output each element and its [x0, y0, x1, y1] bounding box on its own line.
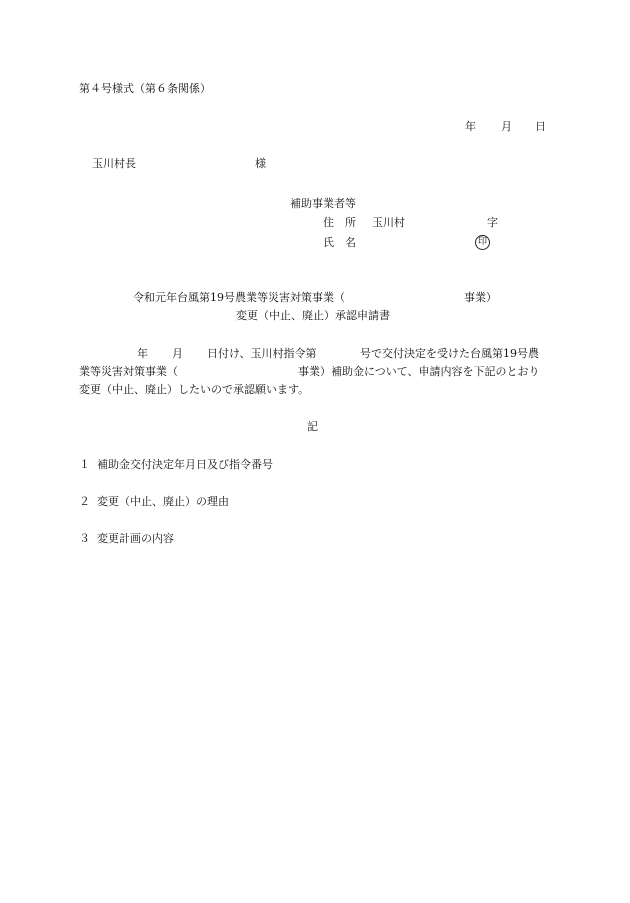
item-3-number: ３	[79, 532, 90, 545]
item-2-number: ２	[79, 495, 90, 508]
body-line2-prefix: 業等災害対策事業（	[79, 365, 178, 378]
body-month-label: 月	[172, 347, 183, 360]
body-line2-suffix: 事業）補助金について、申請内容を下記のとおり	[298, 365, 540, 378]
body-line3: 変更（中止、廃止）したいので承認願います。	[79, 383, 310, 396]
form-id: 第４号様式（第６条関係）	[79, 82, 211, 95]
addressee-honorific: 様	[255, 157, 266, 170]
ki-heading: 記	[307, 420, 318, 433]
address-aza: 字	[487, 216, 498, 229]
addressee-name: 玉川村長	[92, 157, 136, 170]
item-1-number: １	[79, 458, 90, 471]
name-label: 氏 名	[323, 236, 356, 249]
address-village: 玉川村	[372, 216, 405, 229]
date-month-label: 月	[501, 120, 512, 133]
doc-title-line2: 変更（中止、廃止）承認申請書	[236, 309, 390, 322]
date-day-label: 日	[535, 120, 546, 133]
item-3-text: 変更計画の内容	[97, 532, 174, 545]
doc-title-line1-prefix: 令和元年台風第19号農業等災害対策事業（	[133, 291, 345, 304]
date-year-label: 年	[465, 120, 476, 133]
body-line1-text: 日付け、玉川村指令第	[207, 347, 317, 360]
item-1-text: 補助金交付決定年月日及び指令番号	[97, 458, 273, 471]
applicant-title: 補助事業者等	[290, 197, 356, 210]
doc-title-line1-suffix: 事業）	[464, 291, 497, 304]
body-line1-tail: 号で交付決定を受けた台風第19号農	[360, 347, 539, 360]
seal-mark: 印	[475, 235, 490, 250]
address-label: 住 所	[323, 216, 356, 229]
item-2-text: 変更（中止、廃止）の理由	[97, 495, 229, 508]
body-year-label: 年	[137, 347, 148, 360]
